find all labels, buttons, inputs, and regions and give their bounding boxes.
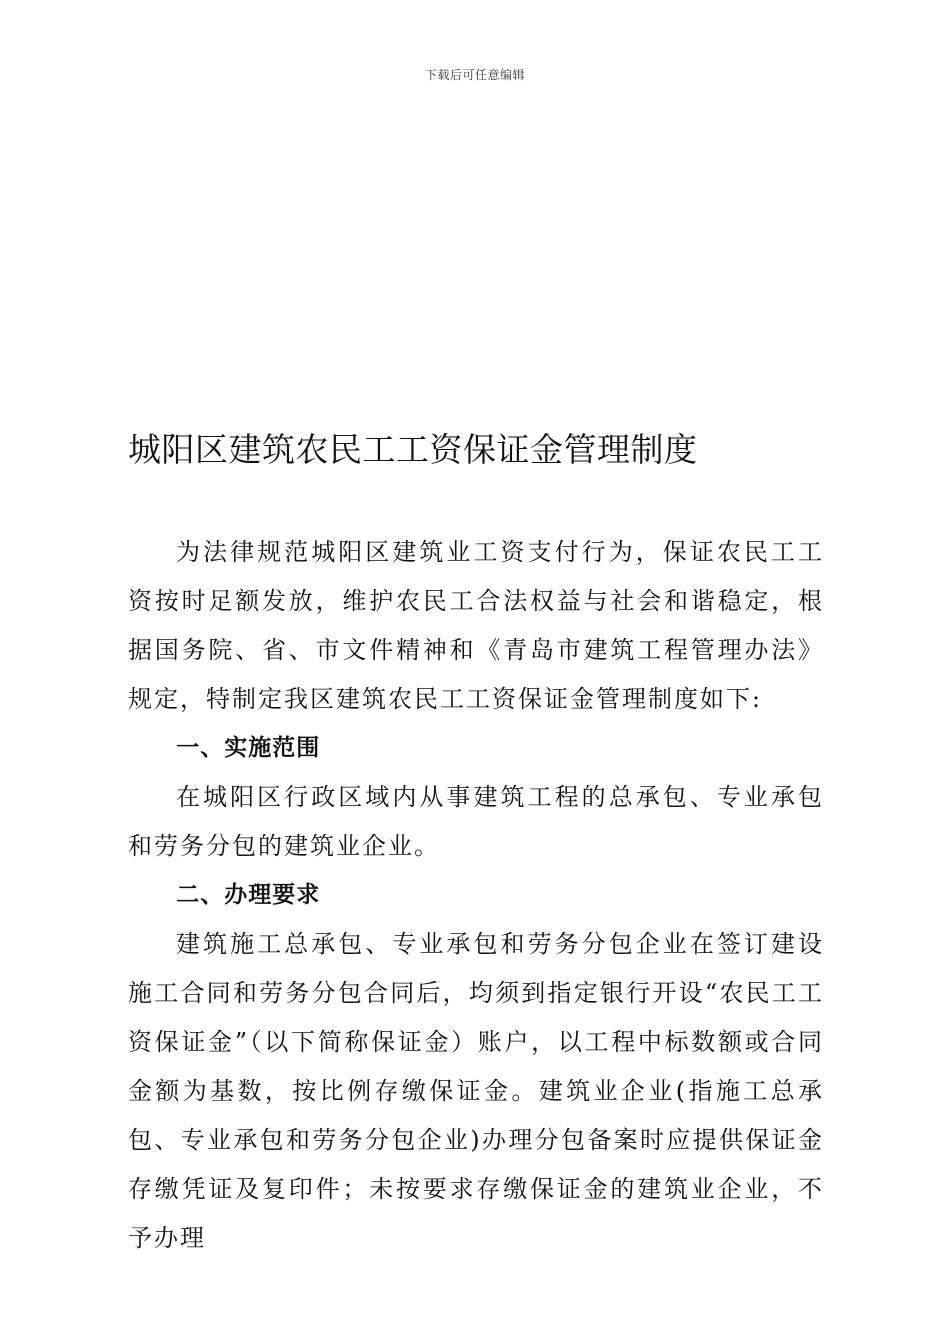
section-heading-scope: 一、实施范围 — [176, 735, 321, 761]
section-heading-requirements: 二、办理要求 — [176, 882, 321, 908]
document-title: 城阳区建筑农民工工资保证金管理制度 — [128, 430, 698, 469]
section-text-requirements: 建筑施工总承包、专业承包和劳务分包企业在签订建设施工合同和劳务分包合同后，均须到指定银行开设“农民工工资保证金”（以下简称保证金）账户，以工程中标数额或合同金额为基数，按比例存缴保证金。建筑业企业(指施工总承包、专业承包和劳务分包企业)办理分包备案时应提供保证金存缴凭证及复印件；未按要求存缴保证金的建筑业企业，不予办理 — [128, 930, 824, 1252]
section-text-scope: 在城阳区行政区域内从事建筑工程的总承包、专业承包和劳务分包的建筑业企业。 — [128, 783, 824, 860]
intro-paragraph: 为法律规范城阳区建筑业工资支付行为，保证农民工工资按时足额发放，维护农民工合法权益与社会和谐稳定，根据国务院、省、市文件精神和《青岛市建筑工程管理办法》规定，特制定我区建筑农民工工资保证金管理制度如下: — [128, 538, 824, 713]
document-body — [128, 528, 824, 1263]
header-note: 下载后可任意编辑 — [424, 68, 525, 82]
